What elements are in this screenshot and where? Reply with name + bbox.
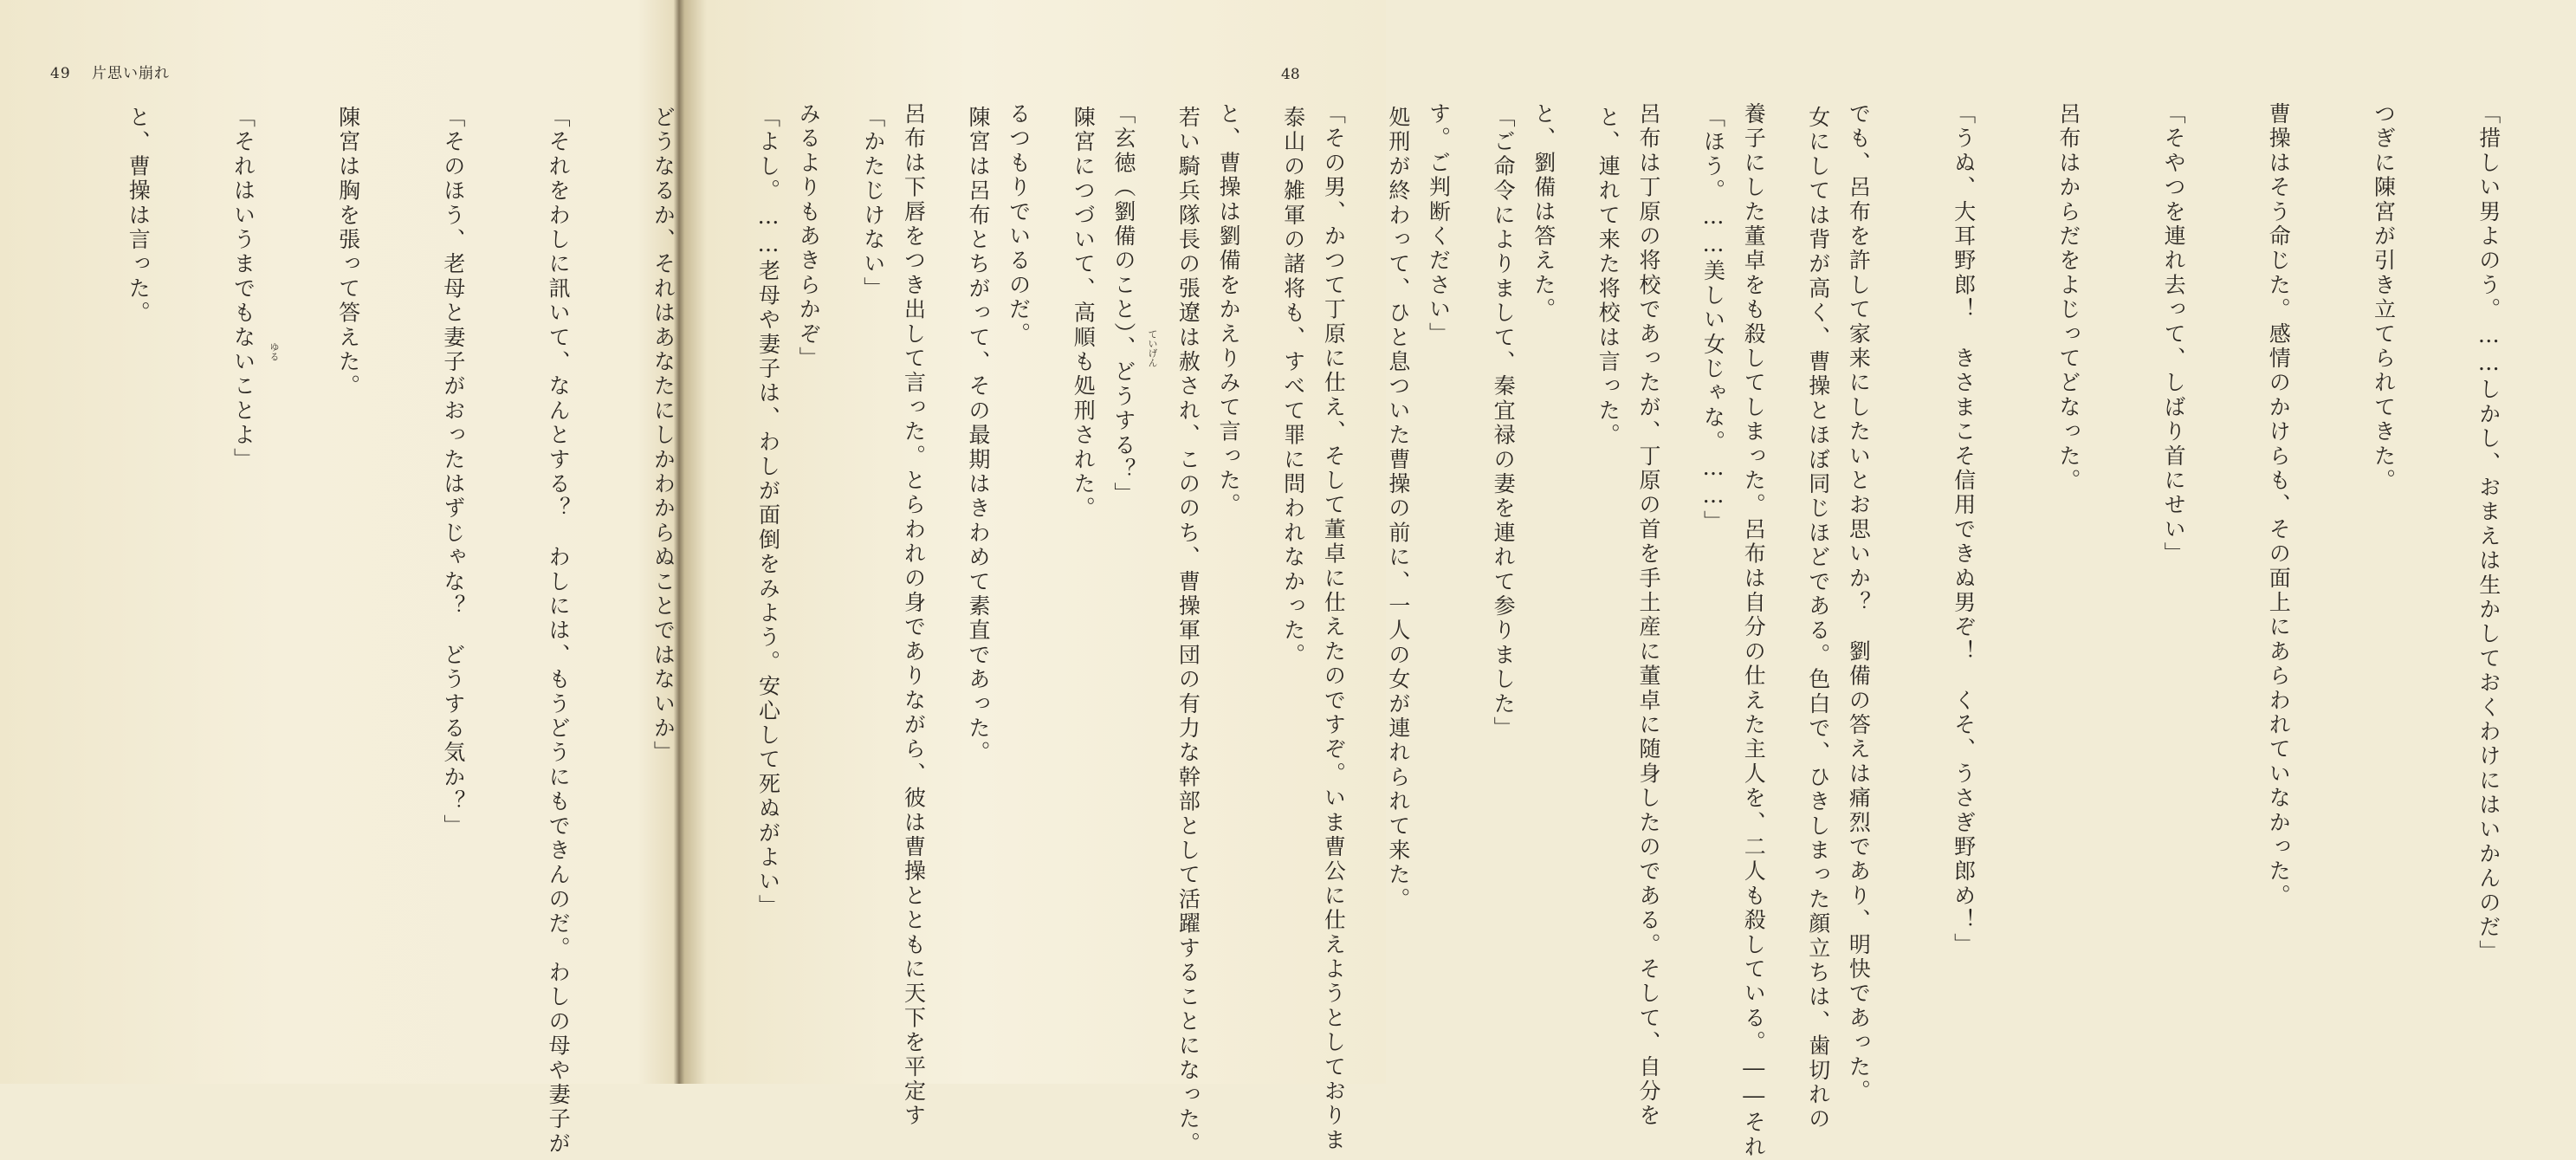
text-line: 「よし。……老母や妻子は、わしが面倒をみよう。安心して死ぬがよい」 [755,106,781,919]
text-line: 陳宮につづいて、高順も処刑された。 [1071,106,1097,522]
text-line: 若い騎兵隊長の張遼は赦され、こののち、曹操軍団の有力な幹部として活躍することになった。 [1175,106,1201,1157]
text-line: 「それをわしに訊いて、なんとする？ わしには、もうどうにもできんのだ。わしの母や妻子が [546,106,572,1157]
text-line: 「ご命令によりまして、秦宜禄の妻を連れて参りました」 [1491,106,1517,742]
text-line: るつもりでいるのだ。 [1006,102,1032,347]
page-number: 48 [1281,66,1300,83]
text-line: 「その男、かつて丁原に仕え、そして董卓に仕えたのですぞ。いま曹公に仕えようとしておりま [1321,102,1347,1153]
right-body-text [721,102,2576,1160]
text-line: す。ご判断ください」 [1426,102,1452,347]
text-line: でも、呂布を許して家来にしたいとお思いか？ 劉備の答えは痛烈であり、明快であった。 [1846,102,1872,1105]
text-line: 泰山の雑軍の諸将も、すべて罪に問われなかった。 [1280,106,1306,668]
ruby-annotation: ゆる [269,342,280,361]
text-line: みるよりもあきらかぞ」 [796,102,822,372]
text-line: 女にしては背が高く、曹操とほぼ同じほどである。色白で、ひきしまった顔立ちは、歯切れの [1805,106,1831,1132]
text-line: 呂布はからだをよじってどなった。 [2055,102,2081,494]
text-line: と、劉備は答えた。 [1531,102,1557,322]
text-line: 陳宮は胸を張って答えた。 [335,106,361,399]
text-line: と、曹操は劉備をかえりみて言った。 [1216,102,1242,518]
ruby-annotation: ていげん [1147,329,1158,367]
text-line: 曹操はそう命じた。感情のかけらも、その面上にあらわれていなかった。 [2266,102,2292,909]
page-number: 49 [50,65,71,82]
text-line: 「そのほう、老母と妻子がおったはずじゃな？ どうする気か？」 [440,106,466,839]
text-line: 処刑が終わって、ひと息ついた曹操の前に、一人の女が連れられて来た。 [1385,106,1411,912]
text-line: 「そやつを連れ去って、しばり首にせい」 [2161,102,2187,567]
text-line: 呂布は丁原の将校であったが、丁原の首を手土産に董卓に随身したのである。そして、自分を [1635,102,1661,1129]
text-line: 「ほう。……美しい女じゃな。……」 [1700,106,1726,535]
text-line: 呂布は下唇をつき出して言った。とらわれの身でありながら、彼は曹操とともに天下を平定す [901,102,927,1129]
text-line: と、曹操は言った。 [126,106,152,326]
text-line: 「うぬ、大耳野郎！ きさまこそ信用できぬ男ぞ！ くそ、うさぎ野郎め！」 [1951,102,1977,957]
text-line: 「かたじけない」 [860,106,886,301]
text-line: 「措しい男よのう。……しかし、おまえは生かしておくわけにはいかんのだ」 [2476,102,2502,964]
running-header [50,61,170,82]
text-line: 「それはいうまでもないことよ」 [230,106,256,472]
running-title: 片思い崩れ [92,65,171,82]
text-line: つぎに陳宮が引き立てられてきた。 [2371,102,2397,494]
text-line: どうなるか、それはあなたにしかわからぬことではないか」 [650,106,676,766]
text-line: 陳宮は呂布とちがって、その最期はきわめて素直であった。 [965,106,991,766]
text-line: 「玄徳（劉備のこと）、どうする？」 [1110,102,1136,507]
text-line: 養子にした董卓をも殺してしまった。呂布は自分の仕えた主人を、二人も殺している。――それ [1741,102,1767,1160]
text-line: と、連れて来た将校は言った。 [1595,106,1621,448]
